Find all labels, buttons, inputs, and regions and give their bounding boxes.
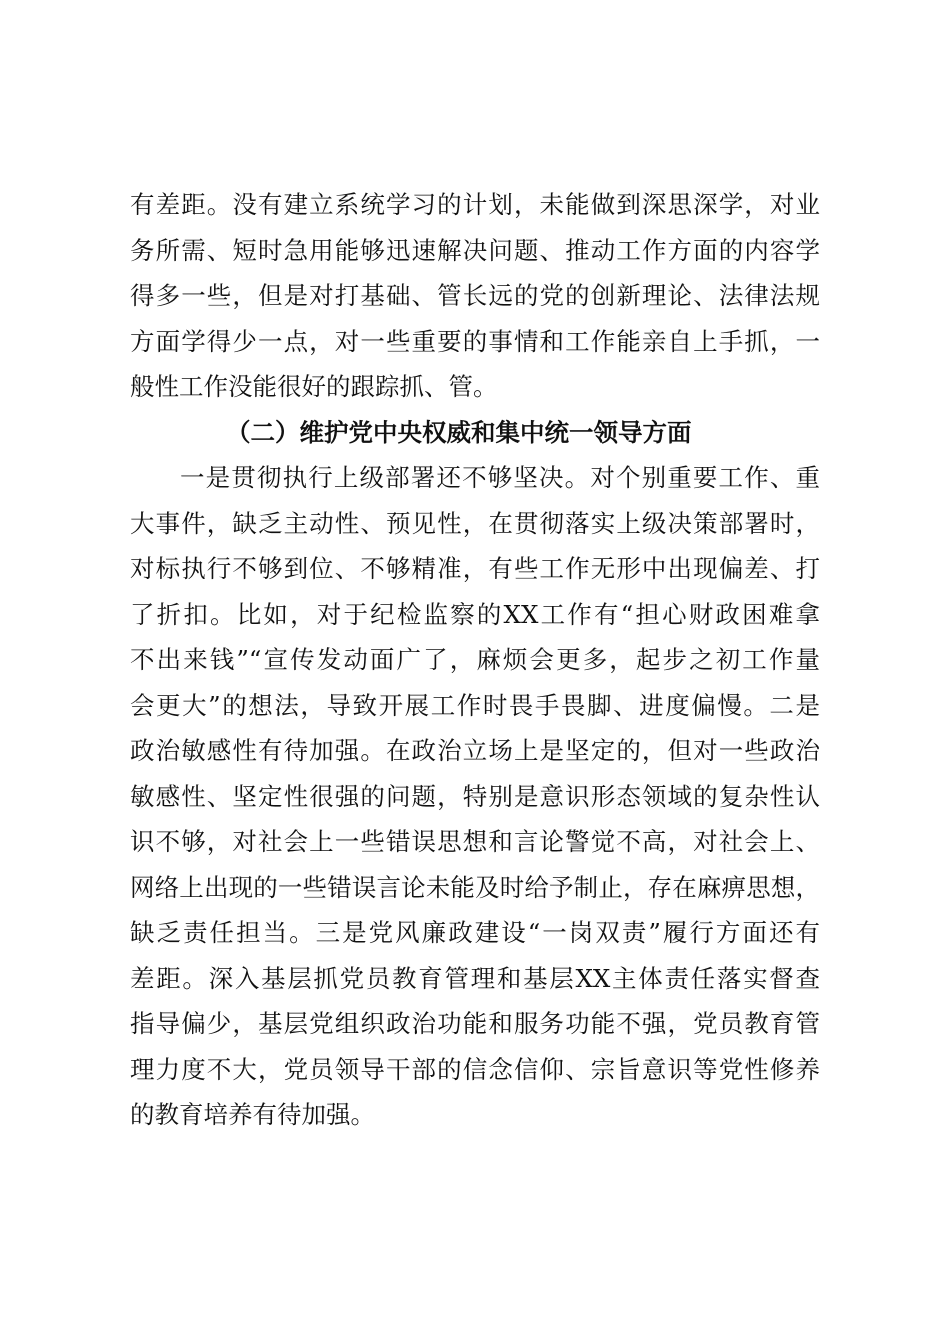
paragraph-central-authority [130,455,820,1138]
document-page [130,182,820,1138]
text-line: 理力度不大，党员领导干部的信念信仰、宗旨意识等党性修养 [130,1054,820,1084]
text-line: 指导偏少，基层党组织政治功能和服务功能不强，党员教育管 [130,1009,820,1038]
text-line: 了折扣。比如，对于纪检监察的XX工作有“担心财政困难拿 [130,599,820,629]
text-line: 识不够，对社会上一些错误思想和言论警觉不高，对社会上、 [130,827,820,856]
text-line: 敏感性、坚定性很强的问题，特别是意识形态领域的复杂性认 [130,781,820,811]
text-line: 对标执行不够到位、不够精准，有些工作无形中出现偏差、打 [130,554,820,583]
text-line: 得多一些，但是对打基础、管长远的党的创新理论、法律法规 [130,281,820,310]
text-line: 不出来钱”“宣传发动面广了，麻烦会更多，起步之初工作量 [130,645,820,674]
text-line: 大事件，缺乏主动性、预见性，在贯彻落实上级决策部署时， [130,508,820,538]
text-line: 的教育培养有待加强。 [130,1100,375,1129]
text-line: 般性工作没能很好的跟踪抓、管。 [130,372,498,401]
text-line: 会更大”的想法，导致开展工作时畏手畏脚、进度偏慢。二是 [130,690,820,720]
text-line: 差距。深入基层抓党员教育管理和基层XX主体责任落实督查 [130,963,820,993]
text-line: 一是贯彻执行上级部署还不够坚决。对个别重要工作、重 [180,463,820,492]
text-line: 政治敏感性有待加强。在政治立场上是坚定的，但对一些政治 [130,736,820,765]
text-line: 网络上出现的一些错误言论未能及时给予制止，存在麻痹思想， [130,872,820,902]
text-line: 务所需、短时急用能够迅速解决问题、推动工作方面的内容学 [130,235,820,265]
section-heading: （二）维护党中央权威和集中统一领导方面 [226,417,692,447]
text-line: 方面学得少一点，对一些重要的事情和工作能亲自上手抓，一 [130,326,820,356]
text-line: 有差距。没有建立系统学习的计划，未能做到深思深学，对业 [130,190,820,219]
text-line: 缺乏责任担当。三是党风廉政建设“一岗双责”履行方面还有 [130,918,820,947]
paragraph-learning-gap [130,182,820,410]
